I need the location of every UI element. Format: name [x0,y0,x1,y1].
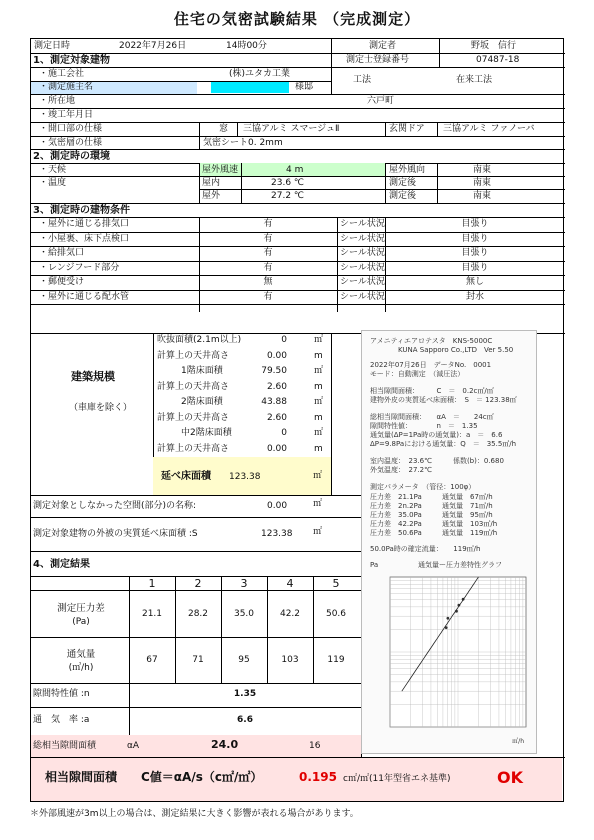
owner-suffix: 様邸 [295,82,314,92]
section-1-title: 1、測定対象建物 [33,55,110,66]
condition-label: ・屋外に通じる排気口 [39,219,130,229]
scale-row-value: 2.60 [266,381,287,392]
scale-row-unit: ㎡ [314,428,324,438]
device-pressure-row: 圧力差 42.2Pa [370,520,422,528]
scale-row-value: 79.50 [261,366,287,376]
builder-value: (株)ユタカ工業 [229,69,291,79]
result-unit: c㎡/㎡(11年型省エネ基準) [343,774,451,784]
device-line-6: 建物外皮の実質延べ床面積： S ＝ 123.38㎡ [370,396,517,404]
wind-direction-value: 南東 [473,165,492,175]
after-label-2: 測定後 [389,191,417,201]
builder-label: ・施工会社 [39,69,85,79]
scale-row-value: 0.00 [266,350,287,361]
condition-label: ・レンジフード部分 [39,262,120,273]
pressure-value: 35.0 [233,609,255,619]
outdoor-temp: 27.2 ℃ [271,191,305,201]
pressure-unit: (Pa) [72,617,90,627]
results-col-header: 4 [286,577,294,590]
condition-label: ・小屋裏、床下点検口 [39,233,130,244]
date-value: 2022年7月26日 [119,41,187,51]
reg-value: 07487-18 [476,55,520,65]
actual-floor-value: 123.38 [261,529,293,539]
total-gap-label: 総相当隙間面積 [33,741,97,751]
scale-row-label: 1階床面積 [181,366,223,376]
scale-row-unit: ㎡ [314,366,324,376]
scale-row-label: 2階床面積 [181,397,223,407]
flow-value: 119 [327,655,345,665]
device-line-3: 2022年07月26日 データNo. 0001 [370,361,492,369]
device-line-11: 室内温度： 23.6℃ 係数(b)：0.680 [370,457,504,465]
actual-floor-label: 測定対象建物の外被の実質延べ床面積 :S [33,529,198,539]
condition-value: 無 [263,277,273,287]
pressure-flow-graph [362,571,538,755]
device-pressure-row: 圧力差 2n.2Pa [370,502,422,510]
footnote: ＊外部風速が3m以上の場合は、測定結果に大きく影響が表れる場合があります。 [30,809,359,819]
seal-label: シール状況 [340,277,385,287]
outdoor-label: 屋外 [202,191,221,201]
temperature-label: ・温度 [39,178,67,188]
excluded-space-unit: ㎡ [313,499,323,509]
seal-value: 目張り [461,219,489,229]
device-line-12: 外気温度： 27.2℃ [370,466,432,474]
device-pressure-row: 圧力差 21.1Pa [370,493,422,501]
scale-row-label: 中2階床面積 [181,428,232,438]
device-printout [361,330,537,754]
tester-name: 野坂 信行 [471,41,517,51]
device-line-13: 測定パラメータ （管径：100φ） [370,483,476,491]
condition-value: 有 [263,262,273,273]
results-col-header: 2 [194,577,202,590]
seal-label: シール状況 [340,262,385,273]
graph-point [446,617,449,620]
weather-label: ・天候 [39,165,67,175]
completion-label: ・竣工年月日 [39,110,94,120]
flow-value: 71 [192,655,204,665]
condition-value: 有 [263,219,273,229]
indoor-label: 屋内 [202,178,221,188]
scale-row-label: 計算上の天井高さ [157,443,230,454]
door-value: 三協アルミ ファノーバ [443,124,535,134]
device-line-1: アメニティエアロテスタ KNS-5000C [370,337,493,345]
flow-value: 67 [146,655,158,665]
tester-label: 測定者 [369,41,397,51]
scale-row-unit: m [314,350,323,361]
section-3-title: 3、測定時の建物条件 [33,205,130,216]
result-ok-badge: OK [497,768,523,787]
page-title: 住宅の気密試験結果 （完成測定） [173,10,421,28]
scale-row-unit: ㎡ [314,397,324,407]
date-label: 測定日時 [34,41,71,51]
window-value: 三協アルミ スマージュⅡ [243,124,340,134]
airtight-value: 気密シート0. 2mm [203,138,283,148]
total-floor-label: 延べ床面積 [161,471,211,482]
scale-note: （車庫を除く） [69,403,133,413]
seal-value: 無し [465,277,484,287]
section-2-title: 2、測定時の環境 [33,151,110,162]
scale-row-label: 吹抜面積(2.1m以上) [157,335,242,345]
device-line-4: モード：自動測定 （減圧法） [370,370,465,378]
seal-label: シール状況 [340,291,385,302]
condition-label: ・郵便受け [39,277,85,287]
scale-row-unit: m [314,381,323,392]
window-label: 窓 [219,124,229,134]
excluded-space-value: 0.00 [267,501,288,511]
reg-label: 測定士登録番号 [346,55,410,65]
device-flow-row: 通気量 119㎥/h [442,529,498,537]
device-line-8: 隙間特性値： n ＝ 1.35 [370,422,478,430]
n-value: 1.35 [233,689,257,699]
scale-label: 建築規模 [71,370,115,383]
results-col-header: 1 [148,577,156,590]
seal-label: シール状況 [340,233,385,244]
owner-name-field [211,82,289,93]
results-col-header: 5 [332,577,340,590]
device-pressure-row: 圧力差 35.0Pa [370,511,422,519]
device-flow-row: 通気量 71㎥/h [442,502,493,510]
condition-label: ・給排気口 [39,248,85,258]
after-value-2: 南東 [473,191,492,201]
seal-value: 封水 [465,291,484,302]
flow-label: 通気量 [66,649,96,660]
section-4-title: 4、測定結果 [33,559,90,570]
results-col-header: 3 [240,577,248,590]
door-label: 玄関ドア [389,124,425,134]
seal-value: 目張り [461,233,489,244]
seal-label: シール状況 [340,248,385,258]
method-value: 在来工法 [456,75,493,85]
method-label: 工法 [353,75,372,85]
pressure-value: 50.6 [325,609,347,619]
alpha-label: αA [127,741,140,751]
device-line-14: 50.0Pa時の確定流量： 119㎥/h [370,545,481,553]
scale-row-label: 計算上の天井高さ [157,350,230,361]
pressure-value: 21.1 [141,609,163,619]
device-flow-row: 通気量 103㎥/h [442,520,498,528]
flow-value: 103 [281,655,299,665]
after-value-1: 南東 [473,178,492,188]
device-line-5: 相当隙間面積： C ＝ 0.2c㎡/㎡ [370,387,494,395]
result-formula: C値＝αA/s（c㎡/㎡） [141,770,263,784]
excluded-space-label: 測定対象としなかった空間(部分)の名称: [33,501,197,511]
pressure-label: 測定圧力差 [57,603,105,614]
device-flow-row: 通気量 95㎥/h [442,511,493,519]
graph-pa-label: Pa [370,561,379,569]
n-label: 隙間特性値 :n [33,689,90,699]
wind-speed-value: 4 m [286,165,304,175]
device-pressure-row: 圧力差 50.6Pa [370,529,422,537]
condition-value: 有 [263,233,273,244]
seal-value: 目張り [461,248,489,258]
total-floor-unit: ㎡ [313,471,323,481]
a-label: 通 気 率 :a [33,715,90,725]
scale-row-value: 2.60 [266,412,287,423]
device-line-9: 通気量(ΔP=1Pa時の通気量)：a ＝ 6.6 [370,431,503,439]
seal-value: 目張り [461,262,489,273]
time-value: 14時00分 [226,41,267,51]
device-line-7: 総相当隙間面積： αA ＝ 24c㎡ [370,413,494,421]
graph-unit-label: ㎥/h [512,738,524,745]
airtight-label: ・気密層の仕様 [39,138,103,148]
wind-direction-label: 屋外風向 [389,165,426,175]
alpha-value: 24.0 [211,738,239,751]
owner-label: ・測定施主名 [39,82,94,92]
result-value: 0.195 [299,770,337,784]
scale-row-label: 計算上の天井高さ [157,412,230,423]
flow-value: 95 [238,655,250,665]
scale-row-value: 0 [281,428,287,438]
address-label: ・所在地 [39,96,76,106]
result-label: 相当隙間面積 [45,770,118,784]
wind-speed-label: 屋外風速 [202,165,239,175]
flow-unit: (㎥/h) [68,663,94,673]
scale-row-unit: ㎡ [314,335,324,345]
opening-label: ・開口部の仕様 [39,124,103,134]
scale-row-unit: m [314,443,323,454]
a-value: 6.6 [237,715,253,725]
condition-value: 有 [263,291,273,302]
scale-row-value: 43.88 [261,397,287,407]
seal-label: シール状況 [340,219,385,229]
device-line-2: KUNA Sapporo Co.,LTD Ver 5.50 [398,346,514,354]
alpha-small-value: 16 [309,741,321,751]
pressure-value: 42.2 [279,609,301,619]
indoor-temp: 23.6 ℃ [271,178,305,188]
device-flow-row: 通気量 67㎥/h [442,493,493,501]
device-line-10: ΔP=9.8Paにおける通気量：Q ＝ 35.5㎥/h [370,440,517,448]
graph-title: 通気量ー圧力差特性グラフ [418,561,502,569]
condition-value: 有 [263,248,273,258]
scale-row-unit: m [314,412,323,423]
pressure-value: 28.2 [187,609,209,619]
scale-row-value: 0 [281,335,287,345]
address-value: 六戸町 [367,96,395,106]
actual-floor-unit: ㎡ [313,527,323,537]
total-floor-value: 123.38 [229,472,261,482]
scale-row-value: 0.00 [266,443,287,454]
scale-row-label: 計算上の天井高さ [157,381,230,392]
after-label-1: 測定後 [389,178,417,188]
condition-label: ・屋外に通じる配水管 [39,291,130,302]
